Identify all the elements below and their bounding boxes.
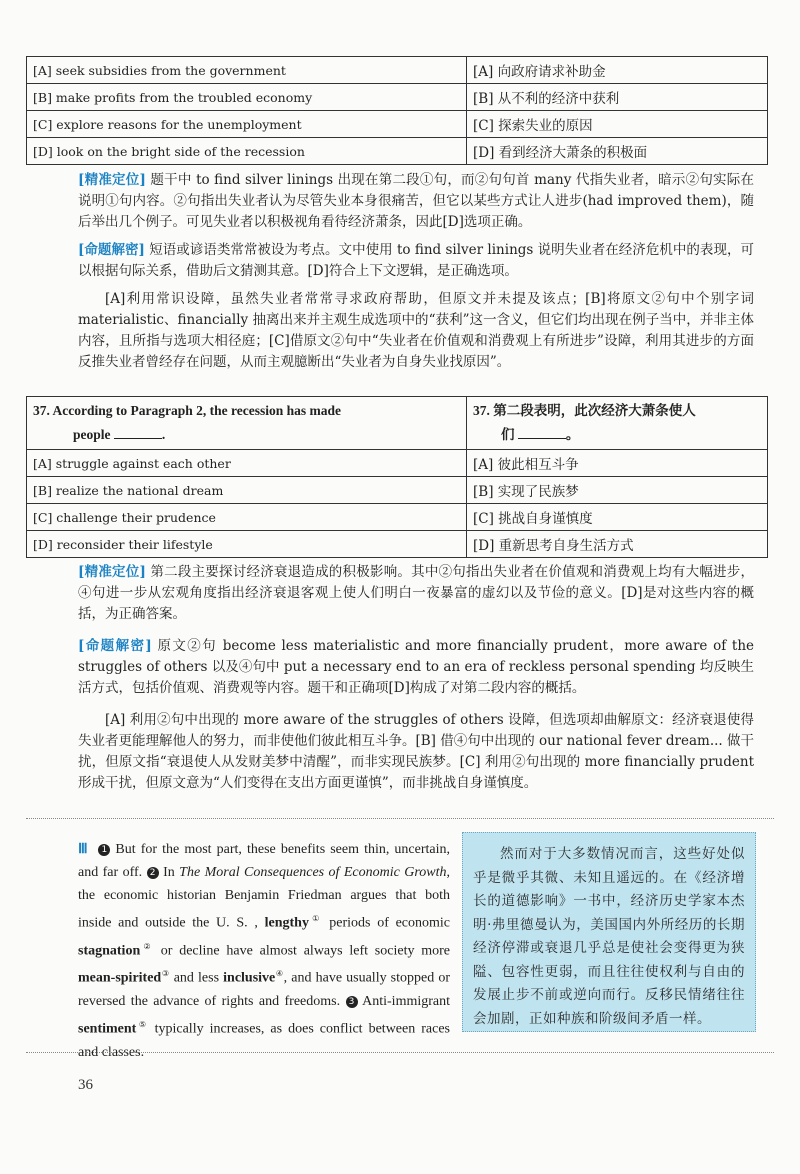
wrong-text: [A] 利用②句中出现的 more aware of the struggles of others 设障，但选项却曲解原文：经济衰退使得失业者更能理解他人的努力，而非使他们彼此相互斗争。[B] 借④句中出现的 our national fever dream... 做干扰，但原文指“衰退使人从发财美梦中清醒”，而非实现民族梦。[C] 利用②句出现的 more financially prudent 形成干扰，但原文意为“人们变得在支出方面更谨慎”，而非挑战自身谨慎度。 — [78, 712, 755, 791]
table-row — [27, 84, 768, 111]
wrong-text: [A]利用常识设障，虽然失业者常常寻求政府帮助，但原文并未提及该点；[B]将原文②句中个别字词 materialistic、financially 抽离出来并主观生成选项中的“获利”这一含义，但它们均出现在例子当中，并非主体内容，且所指与选项大相径庭；[C]借原文②句中“失业者在价值观和消费观上有所进步”设障，利用其进步的方面反推失业者曾经存在问题，从而主观臆断出“失业者为自身失业找原因”。 — [78, 291, 754, 370]
vocab-word: sentiment — [78, 1021, 137, 1037]
answer-blank — [114, 426, 162, 439]
book-title: The Moral Consequences of Economic Growth — [179, 865, 447, 880]
option-en: [D] look on the bright side of the recession — [27, 138, 467, 165]
vocab-word: lengthy — [264, 915, 309, 931]
sentence-3-part: Anti-immigrant — [362, 993, 451, 1009]
stem-zh-line1: 37. 第二段表明，此次经济大萧条使人 — [473, 403, 696, 418]
vocab-marker: ⑤ — [136, 1019, 149, 1029]
option-zh: [D] 重新思考自身生活方式 — [467, 531, 768, 558]
sentence-2-part: and less — [173, 970, 220, 986]
option-zh: [B] 从不利的经济中获利 — [467, 84, 768, 111]
vocab-word: inclusive — [223, 970, 276, 986]
divider — [26, 818, 774, 819]
option-en: [A] seek subsidies from the government — [27, 57, 467, 84]
q37-stem-en — [27, 397, 467, 450]
section-numeral: Ⅲ — [78, 842, 90, 857]
table-row — [27, 531, 768, 558]
vocab-marker: ③ — [161, 969, 170, 979]
option-en: [B] realize the national dream — [27, 477, 467, 504]
sentence-2-part: In — [163, 865, 175, 880]
sentence-1: But for the most part, these benefits seem thin, uncertain, and far off. — [78, 842, 451, 880]
option-en: [D] reconsider their lifestyle — [27, 531, 467, 558]
vocab-word: mean-spirited — [78, 970, 162, 986]
analysis37-secret — [78, 636, 754, 699]
table-row — [27, 138, 768, 165]
option-en: [A] struggle against each other — [27, 450, 467, 477]
sentence-2-part: , and have usually stopped or reversed the advance of rights and freedoms. — [78, 970, 451, 1009]
translation-box: 然而对于大多数情况而言，这些好处似乎是微乎其微、未知且遥远的。在《经济增长的道德影响》一书中，经济历史学家本杰明·弗里德曼认为，美国国内外所经历的长期经济停滞或衰退几乎总是使社会变得更为狭隘、包容性更弱，而且往往使权利与自由的发展止步不前或逆向而行。反移民情绪往往会加剧，正如种族和阶级间矛盾一样。 — [462, 832, 756, 1032]
sentence-number-1: 1 — [98, 844, 110, 856]
option-en: [C] challenge their prudence — [27, 504, 467, 531]
sentence-number-2: 2 — [147, 867, 159, 879]
stem-zh-end: 。 — [565, 427, 580, 442]
vocab-marker: ④ — [275, 969, 284, 979]
sentence-number-3: 3 — [346, 996, 358, 1008]
sentence-3-part: typically increases, as does conflict between races and classes. — [78, 1021, 451, 1060]
table-row — [27, 450, 768, 477]
stem-en-end: . — [161, 427, 166, 442]
analysis36-secret — [78, 240, 754, 282]
option-zh: [A] 向政府请求补助金 — [467, 57, 768, 84]
secret-text: 短语或谚语类常常被设为考点。文中使用 to find silver linings 说明失业者在经济危机中的表现，可以根据句际关系，借助后文猜测其意。[D]符合上下文逻辑，是正确选项。 — [78, 242, 754, 279]
option-zh: [C] 挑战自身谨慎度 — [467, 504, 768, 531]
vocab-word: stagnation — [78, 943, 141, 959]
page-number: 36 — [78, 1077, 93, 1093]
locate-label: [精准定位] — [78, 172, 146, 188]
stem-zh-line2: 们 — [501, 427, 515, 442]
q37-stem-zh — [467, 397, 768, 450]
locate-text: 题干中 to find silver linings 出现在第二段①句，而②句句首 many 代指失业者，暗示②句实际在说明①句内容。②句指出失业者认为尽管失业本身很痛苦，但它以某些方式让人进步(had improved them)，随后举出几个例子。可见失业者以积极视角看待经济萧条，因此[D]选项正确。 — [78, 172, 754, 230]
secret-label: [命题解密] — [78, 638, 152, 654]
sentence-2-part: , the economic historian Benjamin Friedman argues that both inside and outside the U. S. , — [78, 865, 451, 931]
option-en: [B] make profits from the troubled economy — [27, 84, 467, 111]
secret-text: 原文②句 become less materialistic and more financially prudent，more aware of the struggles of others 以及④句中 put a necessary end to an era of reckless personal spending 均反映生活方式，包括价值观、消费观等内容。题干和正确项[D]构成了对第二段内容的概括。 — [78, 638, 754, 696]
table-row — [27, 397, 768, 450]
option-zh: [D] 看到经济大萧条的积极面 — [467, 138, 768, 165]
passage-3-english — [78, 838, 450, 1064]
analysis36-wrong — [78, 289, 754, 373]
table-row — [27, 477, 768, 504]
analysis37-locate — [78, 562, 754, 625]
table-row — [27, 111, 768, 138]
stem-en-line2: people — [73, 427, 111, 442]
option-zh: [A] 彼此相互斗争 — [467, 450, 768, 477]
answer-blank — [518, 426, 566, 439]
option-en: [C] explore reasons for the unemployment — [27, 111, 467, 138]
table-row — [27, 504, 768, 531]
analysis37-wrong — [78, 710, 754, 794]
option-zh: [C] 探索失业的原因 — [467, 111, 768, 138]
vocab-marker: ① — [308, 914, 323, 923]
sentence-2-part: or decline have almost always left society more — [160, 943, 451, 959]
option-zh: [B] 实现了民族梦 — [467, 477, 768, 504]
divider — [26, 1052, 774, 1053]
analysis36-locate — [78, 170, 754, 233]
table-row — [27, 57, 768, 84]
stem-en-line1: 37. According to Paragraph 2, the recession has made — [33, 403, 341, 418]
sentence-2-part: periods of economic — [329, 915, 451, 931]
secret-label: [命题解密] — [78, 242, 145, 258]
locate-text: 第二段主要探讨经济衰退造成的积极影响。其中②句指出失业者在价值观和消费观上均有大幅进步，④句进一步从宏观角度指出经济衰退客观上使人们明白一夜暴富的虚幻以及节俭的意义。[D]是对这些内容的概括，为正确答案。 — [78, 564, 754, 622]
q36-options-table — [26, 56, 768, 165]
locate-label: [精准定位] — [78, 564, 146, 580]
q37-table — [26, 396, 768, 558]
vocab-marker: ② — [140, 941, 154, 951]
